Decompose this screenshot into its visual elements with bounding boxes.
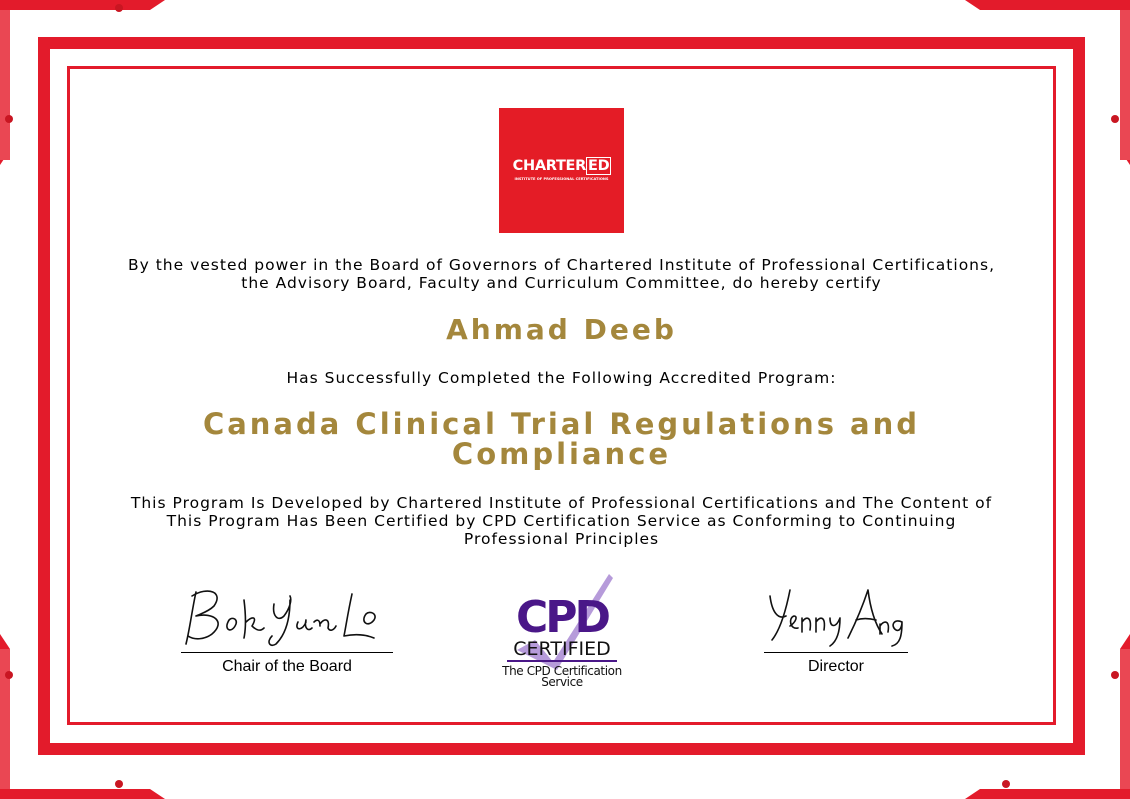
chartered-logo <box>499 108 624 233</box>
cpd-service-line1: The CPD Certification <box>502 664 622 678</box>
chair-signature <box>180 582 395 650</box>
cpd-service-line2: Service <box>541 675 583 689</box>
chair-title: Chair of the Board <box>222 658 352 675</box>
recipient-name: Ahmad Deeb <box>446 313 677 346</box>
logo-wordmark: CHARTER ED <box>512 158 610 174</box>
director-signature-line <box>764 652 908 653</box>
director-signature <box>764 582 909 650</box>
director-title: Director <box>807 658 864 675</box>
cpd-mark-text: CPD <box>515 592 609 643</box>
authority-statement: By the vested power in the Board of Governors of Chartered Institute of Professional Certifications, the Advisory Board, Faculty and Curriculum Committee, do hereby certify <box>127 256 995 292</box>
program-title: Canada Clinical Trial Regulations and Compliance <box>202 407 921 471</box>
cpd-certified-text: CERTIFIED <box>513 638 611 660</box>
program-statement: This Program Is Developed by Chartered Institute of Professional Certifications and The Content of This Program Has Been Certified by CPD Certification Service as Conforming to Continuing Professional Principles <box>130 494 993 548</box>
cpd-certified-badge <box>497 570 627 690</box>
completion-line: Has Successfully Completed the Following Accredited Program: <box>286 369 837 387</box>
chair-signature-line <box>181 652 393 653</box>
logo-subtitle: INSTITUTE OF PROFESSIONAL CERTIFICATIONS <box>514 177 609 181</box>
